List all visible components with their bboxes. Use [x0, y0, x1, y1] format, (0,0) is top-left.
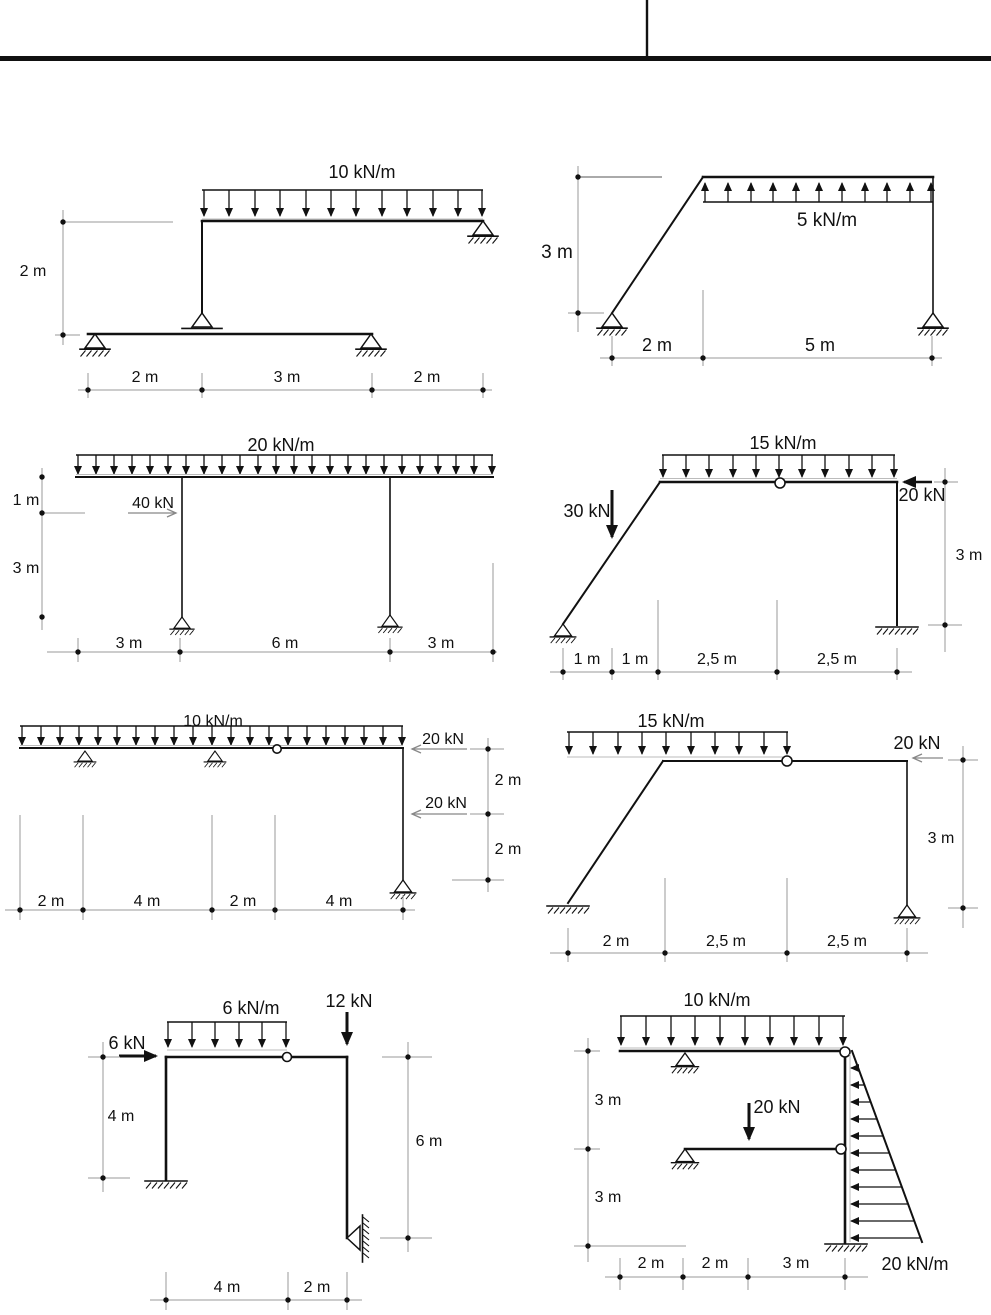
- load-label: 15 kN/m: [637, 711, 705, 731]
- load-label: 20 kN/m: [247, 435, 315, 455]
- load-label: 15 kN/m: [749, 433, 817, 453]
- dim-label: 2 m: [602, 933, 630, 950]
- triangular-load-20knm: [850, 1051, 922, 1242]
- dimension-lines: [568, 166, 942, 366]
- dim-label: 2 m: [303, 1279, 331, 1296]
- hinge: [775, 478, 785, 488]
- dim-label-vertical: 3 m: [955, 547, 983, 564]
- diagram-6-inclined-frame-hinge: [550, 433, 982, 680]
- pin-support-on-beam: [182, 313, 222, 328]
- dim-label-vertical: 2 m: [19, 263, 47, 280]
- dim-label: 2 m: [131, 369, 159, 386]
- hinge: [283, 1053, 292, 1062]
- pin-support: [550, 624, 576, 643]
- force-label: 20 kN: [898, 485, 946, 505]
- diagram-5-inclined-frame-uplift: [541, 166, 948, 366]
- dim-label: 2,5 m: [696, 651, 738, 668]
- load-label: 10 kN/m: [683, 990, 751, 1010]
- pin-support: [597, 313, 627, 336]
- dim-label-vertical: 2 m: [494, 841, 522, 858]
- dim-label: 2 m: [413, 369, 441, 386]
- dim-label: 4 m: [133, 893, 161, 910]
- diagram-7-inclined-frame-pin: [547, 711, 978, 962]
- load-label: 10 kN/m: [328, 162, 396, 182]
- dim-label: 3 m: [273, 369, 301, 386]
- force-label: 20 kN: [893, 733, 941, 753]
- dimension-lines: [88, 1042, 432, 1310]
- dim-label: 2,5 m: [816, 651, 858, 668]
- side-load-label: 20 kN/m: [881, 1254, 949, 1274]
- distributed-load-6knm: [167, 1022, 287, 1047]
- dim-label: 3 m: [115, 635, 143, 652]
- force-label: 40 kN: [132, 495, 174, 512]
- dim-label-vertical: 6 m: [415, 1133, 443, 1150]
- pin-support: [918, 313, 948, 336]
- page-header-rule: [0, 0, 991, 61]
- pin-support-upper: [672, 1053, 699, 1073]
- dim-label: 2 m: [641, 335, 673, 355]
- dim-label-vertical: 3 m: [12, 560, 40, 577]
- force-label: 20 kN: [425, 795, 467, 812]
- dim-label-vertical: 4 m: [107, 1108, 135, 1125]
- distributed-load-20knm: [76, 455, 493, 474]
- distributed-load-15knm: [567, 732, 788, 754]
- force-label: 20 kN: [753, 1097, 801, 1117]
- pin-support: [468, 221, 498, 244]
- distributed-load-10knm: [620, 1016, 845, 1045]
- pin-support: [378, 615, 402, 633]
- dim-label-vertical: 1 m: [12, 492, 40, 509]
- hinge: [273, 745, 281, 753]
- diagram-3-beam-with-hinge-column: [5, 713, 521, 920]
- dim-label: 1 m: [573, 651, 601, 668]
- distributed-load-10knm: [202, 190, 483, 216]
- force-label: 20 kN: [422, 731, 464, 748]
- dim-label: 1 m: [621, 651, 649, 668]
- header-horizontal-rule: [0, 56, 991, 61]
- dim-label: 3 m: [427, 635, 455, 652]
- dim-label: 5 m: [804, 335, 836, 355]
- dim-label: 6 m: [271, 635, 299, 652]
- force-label: 30 kN: [563, 501, 611, 521]
- dim-label: 2 m: [37, 893, 65, 910]
- fixed-support: [825, 1244, 867, 1252]
- diagram-8-retaining-frame: [574, 990, 949, 1290]
- dimension-lines: [39, 468, 497, 662]
- distributed-load-15knm: [662, 455, 895, 477]
- dim-label-vertical: 3 m: [927, 830, 955, 847]
- fixed-support: [876, 627, 918, 635]
- dim-label: 4 m: [325, 893, 353, 910]
- load-label: 6 kN/m: [222, 998, 280, 1018]
- force-label: 12 kN: [325, 991, 373, 1011]
- dim-label-vertical: 3 m: [594, 1092, 622, 1109]
- pin-support: [894, 905, 920, 924]
- pin-support: [170, 617, 194, 635]
- diagram-4-portal-frame: [88, 991, 442, 1310]
- dim-label: 2 m: [637, 1255, 665, 1272]
- dim-label-vertical: 3 m: [594, 1189, 622, 1206]
- fixed-support: [547, 906, 589, 914]
- side-pin-support: [347, 1215, 369, 1262]
- diagram-1-stepped-beams: [20, 162, 498, 398]
- hinge-upper: [840, 1047, 850, 1057]
- dim-label-vertical: 2 m: [494, 772, 522, 789]
- dim-label: 2,5 m: [826, 933, 868, 950]
- dim-label: 2 m: [229, 893, 257, 910]
- dim-label: 2 m: [701, 1255, 729, 1272]
- diagram-2-beam-on-columns: [13, 435, 497, 662]
- inclined-member: [612, 177, 703, 313]
- dim-label: 4 m: [213, 1279, 241, 1296]
- dimension-lines: [574, 1038, 868, 1290]
- load-label: 10 kN/m: [183, 713, 243, 730]
- pin-support: [204, 751, 226, 767]
- hinge-middle: [836, 1144, 846, 1154]
- hinge: [782, 756, 792, 766]
- inclined-member: [568, 761, 663, 903]
- load-label: 5 kN/m: [796, 210, 858, 231]
- dim-label-vertical: 3 m: [541, 242, 573, 263]
- pin-support: [356, 334, 386, 357]
- force-label: 6 kN: [108, 1033, 146, 1053]
- distributed-load-5knm-up: [703, 183, 933, 202]
- pin-support-middle: [672, 1149, 699, 1169]
- dim-label: 2,5 m: [705, 933, 747, 950]
- pin-support: [80, 334, 110, 357]
- pin-support: [74, 751, 96, 767]
- dimension-lines: [550, 746, 978, 962]
- fixed-support: [145, 1181, 187, 1189]
- dim-label: 3 m: [782, 1255, 810, 1272]
